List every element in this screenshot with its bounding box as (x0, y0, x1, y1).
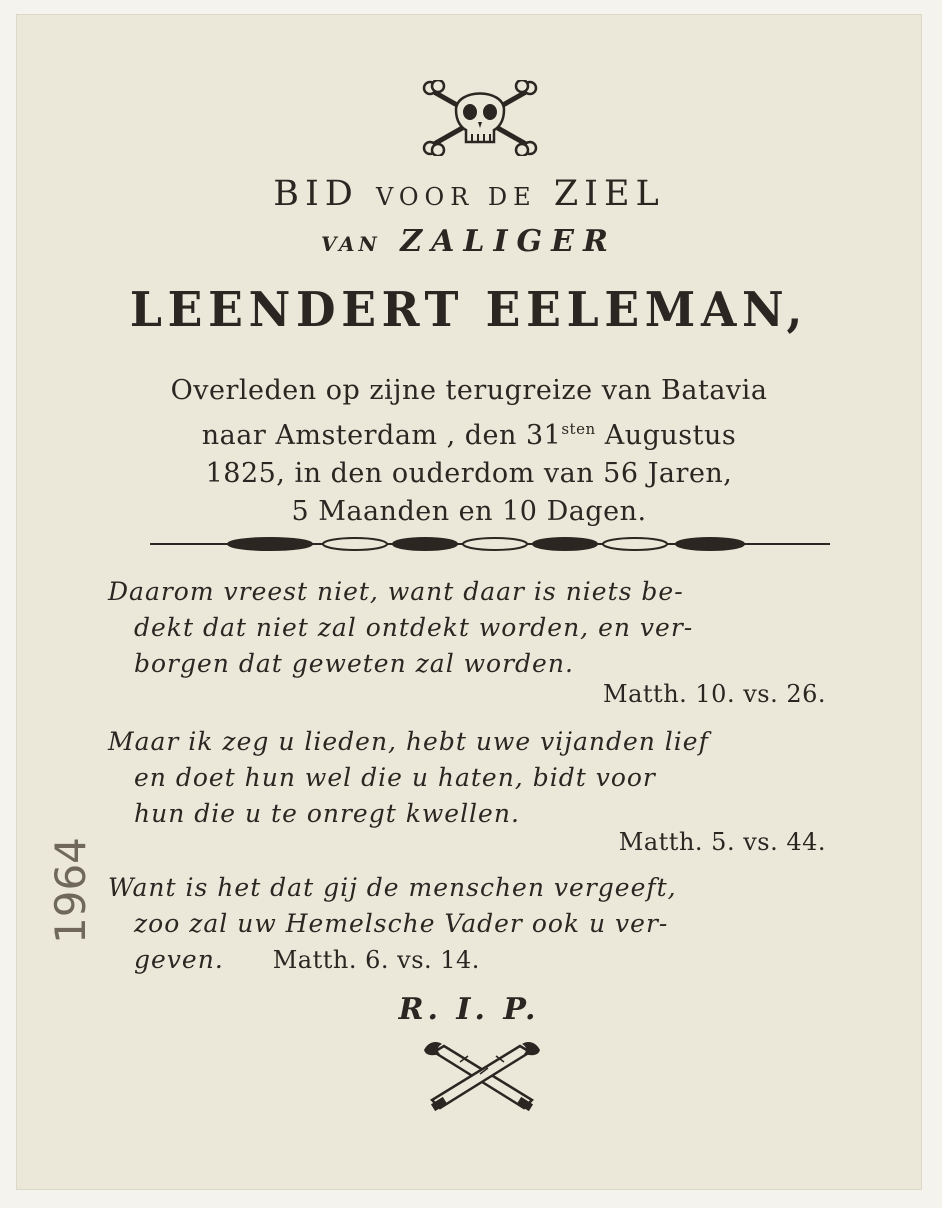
heading-bid-voor-de-ziel: BID VOOR DE ZIEL (273, 174, 665, 214)
verse-3 (108, 870, 874, 978)
memorial-card (16, 14, 922, 1190)
verse-3-line-3: geven. Matth. 6. vs. 14. (134, 945, 480, 974)
ornamental-rule (150, 536, 830, 552)
verse-1-reference: Matth. 10. vs. 26. (603, 680, 826, 708)
verse-3-line-1: Want is het dat gij de menschen vergeeft, (108, 873, 677, 902)
verse-2-reference: Matth. 5. vs. 44. (618, 828, 826, 856)
verse-2-line-3: hun die u te onregt kwellen. (134, 799, 520, 828)
inventory-number: 1964 (46, 837, 95, 944)
verse-2-line-2: en doet hun wel die u haten, bidt voor (134, 763, 656, 792)
rip-text: R. I. P. (398, 992, 540, 1027)
death-line-2: naar Amsterdam , den $31^{sten}$ Augustus (201, 420, 737, 451)
deceased-name: LEENDERT EELEMAN, (129, 282, 809, 338)
death-line-1: Overleden op zijne terugreize van Batavia (170, 375, 768, 406)
verse-1-line-2: dekt dat niet zal ontdekt worden, en ver- (134, 613, 694, 642)
skull-and-crossbones-icon (420, 80, 540, 156)
verse-2-line-1: Maar ik zeg u lieden, hebt uwe vijanden lief (108, 727, 709, 756)
verse-3-line-2: zoo zal uw Hemelsche Vader ook u ver- (134, 909, 669, 938)
crossed-torches-icon (420, 1040, 544, 1116)
verse-1-line-1: Daarom vreest niet, want daar is niets be- (108, 577, 684, 606)
death-line-4: 5 Maanden en 10 Dagen. (291, 496, 647, 527)
verse-2 (108, 724, 874, 832)
death-details (16, 372, 922, 531)
heading-van-zaliger: VAN ZALIGER (321, 224, 617, 259)
verse-1 (108, 574, 874, 682)
verse-1-line-3: borgen dat geweten zal worden. (134, 649, 574, 678)
death-line-3: 1825, in den ouderdom van 56 Jaren, (205, 458, 733, 489)
verse-3-reference: Matth. 6. vs. 14. (272, 946, 480, 974)
